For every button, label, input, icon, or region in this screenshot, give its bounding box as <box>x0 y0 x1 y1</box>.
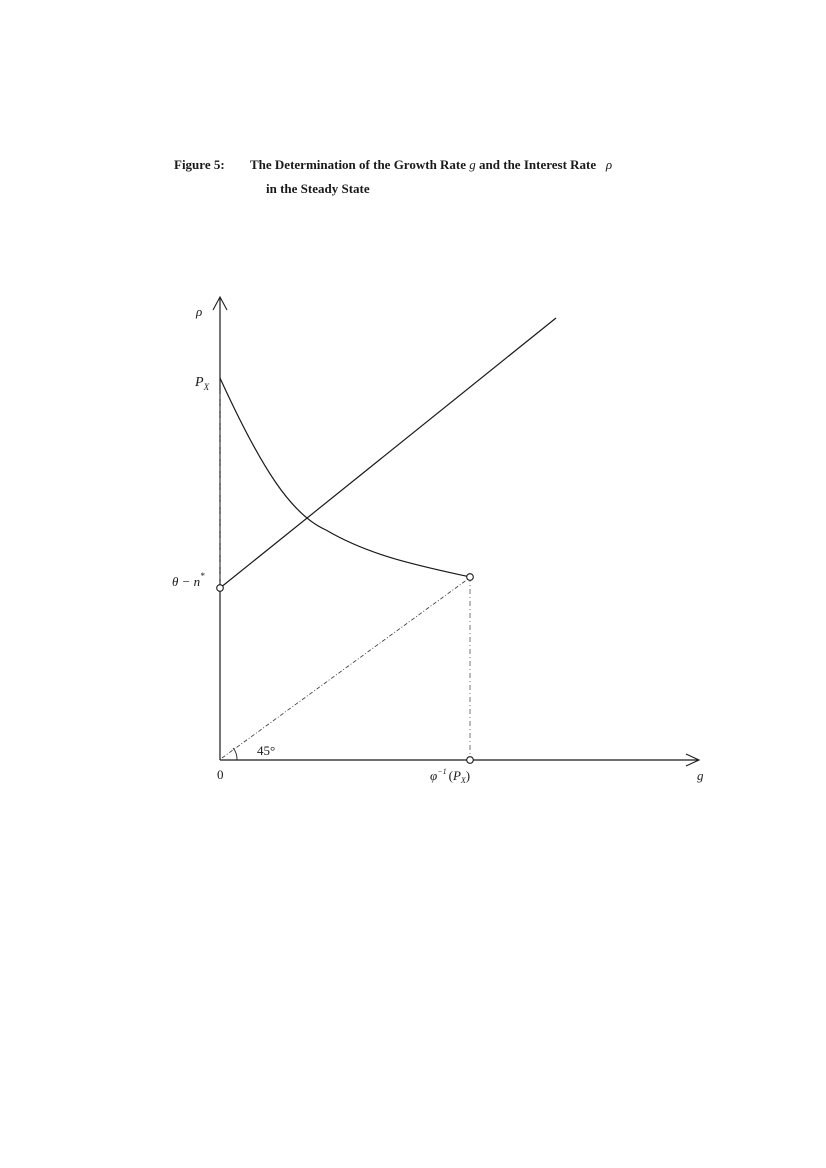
px-label-sub: X <box>203 382 210 392</box>
phi-arg-sub: X <box>460 776 466 785</box>
title-text-part1: The Determination of the Growth Rate <box>250 157 467 172</box>
theta-point <box>217 585 224 592</box>
origin-label: 0 <box>217 767 224 782</box>
title-text-part2: and the Interest Rate <box>479 157 597 172</box>
theta-label-sup: * <box>200 571 205 581</box>
y-axis-label: ρ <box>196 304 203 319</box>
forty-five-degree-line <box>222 579 468 758</box>
angle-label: 45° <box>257 743 276 758</box>
px-label <box>194 375 210 392</box>
theta-label <box>172 571 205 589</box>
angle-arc <box>233 748 237 760</box>
phi-arg: P <box>452 768 461 783</box>
figure-title-line2: in the Steady State <box>266 181 370 196</box>
growth-symbol: g <box>469 157 476 172</box>
phi-label-sup: −1 <box>437 767 447 776</box>
phi-arg-close: ) <box>465 768 471 783</box>
phi-point <box>467 757 474 764</box>
px-label-base: P <box>195 375 204 390</box>
curve-endpoint <box>467 574 474 581</box>
x-axis-label: g <box>697 768 704 783</box>
figure-label: Figure 5: <box>174 157 225 172</box>
phi-label-base: φ <box>430 768 438 783</box>
phi-label <box>430 767 470 785</box>
growth-curve <box>220 378 470 577</box>
phi-arg-open: ( <box>448 768 453 783</box>
interest-rate-line <box>220 318 556 588</box>
interest-symbol: ρ <box>605 157 613 172</box>
theta-label-base: θ − n <box>172 574 201 589</box>
